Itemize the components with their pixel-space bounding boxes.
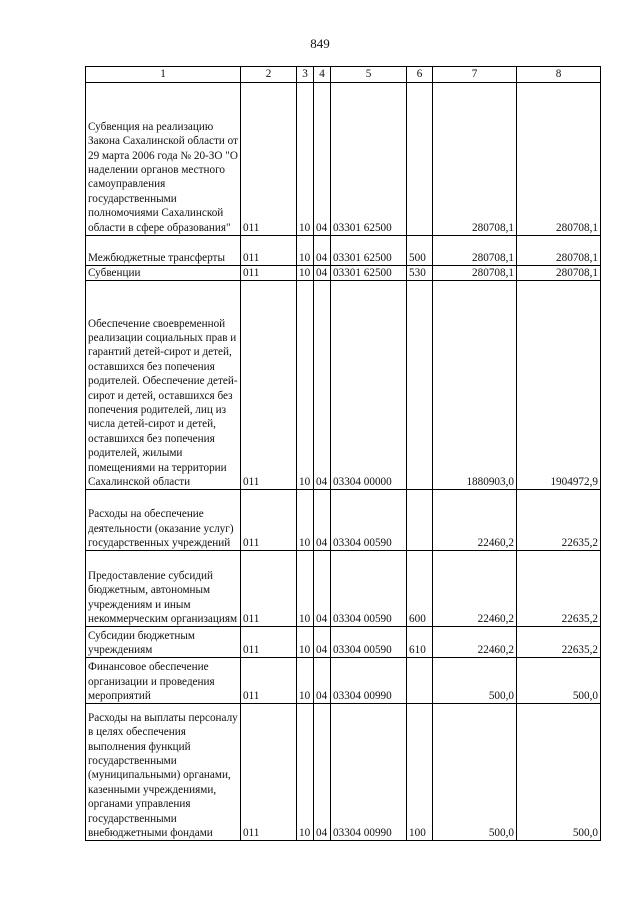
cell-target-article: 03304 00590 (331, 490, 407, 551)
table-row (86, 551, 601, 627)
cell-target-article: 03301 62500 (331, 83, 407, 236)
cell-amount-2: 500,0 (517, 704, 601, 841)
column-header: 4 (314, 67, 331, 83)
column-header: 6 (407, 67, 433, 83)
cell-target-article: 03304 00990 (331, 658, 407, 704)
cell-target-article: 03304 00990 (331, 704, 407, 841)
table-row (86, 236, 601, 266)
cell-target-article: 03301 62500 (331, 266, 407, 281)
cell-amount-2: 22635,2 (517, 551, 601, 627)
table-row (86, 704, 601, 841)
cell-expense-type: 100 (407, 704, 433, 841)
cell-subsection: 04 (314, 266, 331, 281)
cell-amount-2: 1904972,9 (517, 281, 601, 490)
page-number: 849 (310, 36, 330, 51)
row-name: Субвенция на реализацию Закона Сахалинской области от 29 марта 2006 года № 20-ЗО "О наделении органов местного самоуправления государственными полномочиями Сахалинской области в сфере образования" (86, 83, 241, 236)
row-name: Субсидии бюджетным учреждениям (86, 627, 241, 658)
table-row (86, 266, 601, 281)
cell-amount-2: 22635,2 (517, 490, 601, 551)
cell-ministry-code: 011 (241, 551, 297, 627)
row-name: Межбюджетные трансферты (86, 236, 241, 266)
cell-expense-type (407, 83, 433, 236)
cell-ministry-code: 011 (241, 236, 297, 266)
cell-subsection: 04 (314, 551, 331, 627)
cell-ministry-code: 011 (241, 627, 297, 658)
column-header: 8 (517, 67, 601, 83)
header-row (86, 67, 601, 83)
cell-ministry-code: 011 (241, 658, 297, 704)
cell-section: 10 (297, 627, 314, 658)
cell-ministry-code: 011 (241, 704, 297, 841)
cell-target-article: 03304 00590 (331, 551, 407, 627)
cell-section: 10 (297, 83, 314, 236)
cell-amount-2: 22635,2 (517, 627, 601, 658)
cell-section: 10 (297, 236, 314, 266)
cell-expense-type (407, 490, 433, 551)
cell-section: 10 (297, 281, 314, 490)
column-header: 7 (433, 67, 517, 83)
cell-section: 10 (297, 490, 314, 551)
cell-expense-type: 600 (407, 551, 433, 627)
table-row (86, 490, 601, 551)
table-row (86, 627, 601, 658)
cell-amount-1: 500,0 (433, 704, 517, 841)
cell-amount-1: 22460,2 (433, 551, 517, 627)
cell-expense-type: 610 (407, 627, 433, 658)
cell-amount-1: 280708,1 (433, 236, 517, 266)
cell-amount-1: 280708,1 (433, 83, 517, 236)
cell-amount-1: 500,0 (433, 658, 517, 704)
column-header: 3 (297, 67, 314, 83)
table-row (86, 281, 601, 490)
cell-ministry-code: 011 (241, 266, 297, 281)
column-header: 2 (241, 67, 297, 83)
row-name: Расходы на обеспечение деятельности (оказание услуг) государственных учреждений (86, 490, 241, 551)
cell-section: 10 (297, 266, 314, 281)
cell-target-article: 03301 62500 (331, 236, 407, 266)
cell-expense-type: 500 (407, 236, 433, 266)
cell-ministry-code: 011 (241, 490, 297, 551)
cell-target-article: 03304 00000 (331, 281, 407, 490)
cell-ministry-code: 011 (241, 83, 297, 236)
budget-table (85, 66, 601, 841)
cell-expense-type: 530 (407, 266, 433, 281)
cell-subsection: 04 (314, 627, 331, 658)
cell-subsection: 04 (314, 704, 331, 841)
row-name: Расходы на выплаты персоналу в целях обеспечения выполнения функций государственными (муниципальными) органами, казенными учреждениями, органами управления государственными внебюджетными фондами (86, 704, 241, 841)
cell-amount-1: 1880903,0 (433, 281, 517, 490)
table-row (86, 83, 601, 236)
cell-expense-type (407, 658, 433, 704)
row-name: Обеспечение своевременной реализации социальных прав и гарантий детей-сирот и детей, оставшихся без попечения родителей. Обеспечение детей-сирот и детей, оставшихся без попечения родителей, лиц из числа детей-сирот и детей, оставшихся без попечения родителей, жилыми помещениями на территории Сахалинской области (86, 281, 241, 490)
cell-subsection: 04 (314, 83, 331, 236)
row-name: Финансовое обеспечение организации и проведения мероприятий (86, 658, 241, 704)
cell-amount-2: 280708,1 (517, 266, 601, 281)
cell-amount-1: 22460,2 (433, 490, 517, 551)
cell-subsection: 04 (314, 658, 331, 704)
cell-amount-1: 22460,2 (433, 627, 517, 658)
cell-expense-type (407, 281, 433, 490)
cell-amount-1: 280708,1 (433, 266, 517, 281)
column-header: 5 (331, 67, 407, 83)
row-name: Субвенции (86, 266, 241, 281)
cell-section: 10 (297, 658, 314, 704)
cell-subsection: 04 (314, 236, 331, 266)
cell-section: 10 (297, 551, 314, 627)
cell-target-article: 03304 00590 (331, 627, 407, 658)
cell-subsection: 04 (314, 281, 331, 490)
cell-amount-2: 500,0 (517, 658, 601, 704)
column-header: 1 (86, 67, 241, 83)
table-row (86, 658, 601, 704)
cell-amount-2: 280708,1 (517, 83, 601, 236)
cell-section: 10 (297, 704, 314, 841)
cell-subsection: 04 (314, 490, 331, 551)
row-name: Предоставление субсидий бюджетным, автономным учреждениям и иным некоммерческим организациям (86, 551, 241, 627)
cell-amount-2: 280708,1 (517, 236, 601, 266)
cell-ministry-code: 011 (241, 281, 297, 490)
